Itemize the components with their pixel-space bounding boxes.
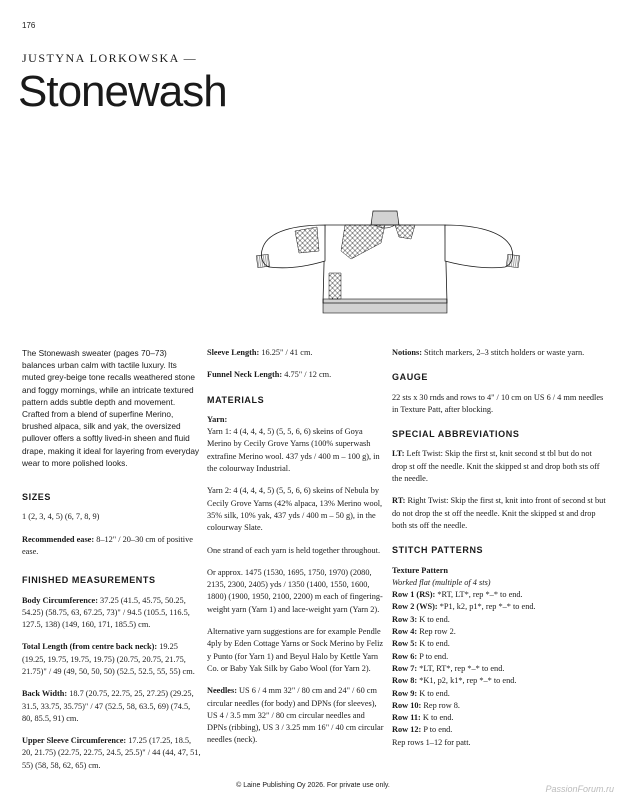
- sizes-heading: SIZES: [22, 492, 52, 503]
- approx-text: Or approx. 1475 (1530, 1695, 1750, 1970) (2080, 2135, 2300, 2405) yds / 1350 (1400, 1550, 1600, 1800) (1900, 1950, 2100, 2200) m each of fingering-weight yarn (Yarn 1) and lace-weight yarn (Yarn 2).: [207, 567, 383, 614]
- pattern-row: Row 11: K to end.: [392, 713, 454, 723]
- lt-paragraph: [392, 448, 606, 485]
- yarn-heading: Yarn:: [207, 414, 228, 424]
- pattern-row: Row 3: K to end.: [392, 614, 450, 624]
- row-list: [392, 589, 606, 749]
- sizes-text: 1 (2, 3, 4, 5) (6, 7, 8, 9): [22, 512, 100, 522]
- rt-label: RT:: [392, 496, 406, 506]
- column-3: [392, 347, 606, 749]
- materials-heading: MATERIALS: [207, 394, 265, 405]
- rt-text: Right Twist: Skip the first st, knit into front of second st but do not drop the st off the needle. Knit the skipped st and drop both sts off the needle.: [392, 496, 606, 530]
- ease-text: 8–12" / 20–30 cm of positive ease.: [22, 534, 193, 556]
- notions-label: Notions:: [392, 348, 422, 357]
- repeat-note: Rep rows 1–12 for patt.: [392, 737, 471, 747]
- pattern-row: Row 8: *K1, p2, k1*, rep *–* to end.: [392, 676, 517, 686]
- sleeve-text: 16.25" / 41 cm.: [261, 348, 313, 357]
- pattern-row: Row 2 (WS): *P1, k2, p1*, rep *–* to end.: [392, 602, 536, 612]
- footer-copyright: © Laine Publishing Oy 2026. For private use only.: [236, 782, 390, 789]
- gauge-heading: GAUGE: [392, 372, 429, 383]
- measure-label: Total Length (from centre back neck):: [22, 642, 158, 652]
- back-width: [22, 688, 202, 725]
- ease-label: Recommended ease:: [22, 534, 95, 544]
- designer-name: JUSTYNA LORKOWSKA —: [22, 51, 198, 65]
- page-title: Stonewash: [18, 67, 227, 116]
- body-circumference: [22, 595, 202, 632]
- notions-text: Stitch markers, 2–3 stitch holders or waste yarn.: [424, 348, 585, 357]
- pattern-row: Row 9: K to end.: [392, 688, 450, 698]
- measure-text: 17.25 (17.25, 18.5, 20, 21.75) (22.75, 22.75, 24.5, 25.5)" / 44 (44, 47, 51, 55) (58, 58, 62, 65) cm.: [22, 736, 201, 770]
- column-1: [22, 347, 202, 782]
- measure-label: Back Width:: [22, 689, 68, 699]
- lt-text: Left Twist: Skip the first st, knit second st tbl but do not drop st off the needle. Knit the skipped st and drop both sts off the needle.: [392, 449, 600, 484]
- alt-yarn-text: Alternative yarn suggestions are for example Pendle 4ply by Eden Cottage Yarns or Sock Merino by Feliz y Punto (for Yarn 1) and Beyul Halo by Kettle Yarn Co. or Baby Yak Silk by Gabo Wool (for Yarn 2).: [207, 627, 384, 673]
- lt-label: LT:: [392, 449, 405, 459]
- neck-label: Funnel Neck Length:: [207, 370, 283, 380]
- yarn1-text: Yarn 1: 4 (4, 4, 4, 5) (5, 5, 6, 6) skeins of Goya Merino by Cecily Grove Yarns (100% superwash extrafine Merino wool. 437 yds / 400 m – 100 g), in the colourway Industrial.: [207, 427, 380, 474]
- pattern-row: Row 5: K to end.: [392, 639, 450, 649]
- measure-label: Upper Sleeve Circumference:: [22, 736, 127, 746]
- needles-text: US 6 / 4 mm 32" / 80 cm and 24" / 60 cm circular needles (for body) and DPNs (for sleeves), US 4 / 3.5 mm 32" / 80 cm circular needles and DPNs (ribbing), US 3 / 3.25 mm 16" / 40 cm circular needles (neck).: [207, 686, 384, 745]
- neck-length: [207, 369, 385, 381]
- page-number: 176: [22, 21, 36, 30]
- total-length: [22, 641, 202, 678]
- measure-text: 18.7 (20.75, 22.75, 25, 27.25) (29.25, 31.5, 33.75, 35.75)" / 47 (52.5, 58, 63.5, 69) (74.5, 80, 85.5, 91) cm.: [22, 689, 194, 723]
- stitch-patterns-heading: STITCH PATTERNS: [392, 545, 484, 556]
- neck-text: 4.75" / 12 cm.: [284, 370, 332, 380]
- needles-paragraph: [207, 685, 385, 746]
- sweater-illustration: [255, 203, 525, 320]
- yarn2-text: Yarn 2: 4 (4, 4, 4, 5) (5, 5, 6, 6) skeins of Nebula by Cecily Grove Yarns (42% alpaca, 13% Merino wool, 35% silk, 10% yak, 437 yds / 400 m – 50 g), in the colourway Slate.: [207, 486, 383, 533]
- rt-paragraph: [392, 495, 606, 532]
- gauge-text: 22 sts x 30 rnds and rows to 4" / 10 cm on US 6 / 4 mm needles in Texture Patt, after blocking.: [392, 392, 604, 414]
- pattern-row: Row 6: P to end.: [392, 651, 449, 661]
- sleeve-length: [207, 347, 385, 359]
- intro-text: The Stonewash sweater (pages 70–73) balances urban calm with tactile luxury. Its muted grey-beige tone recalls weathered stone and foggy mornings, while an intricate textured pattern adds subtle depth and movement. Crafted from a blend of superfine Merino, brushed alpaca, silk and yak, the oversized pullover offers a softly lived-in sheen and fluid drape, making it ideal for layering from everyday wear to more polished looks.: [22, 348, 200, 468]
- finished-heading: FINISHED MEASUREMENTS: [22, 575, 156, 586]
- pattern-row: Row 10: Rep row 8.: [392, 700, 460, 710]
- measure-label: Body Circumference:: [22, 595, 98, 605]
- texture-title: Texture Pattern: [392, 565, 448, 575]
- column-2: [207, 347, 385, 757]
- pattern-row: Row 7: *LT, RT*, rep *–* to end.: [392, 663, 505, 673]
- abbreviations-heading: SPECIAL ABBREVIATIONS: [392, 429, 520, 440]
- measure-text: 19.25 (19.25, 19.75, 19.75, 19.75) (20.75, 20.75, 21.75, 21.75)" / 49 (49, 50, 50, 50) (52.5, 52.5, 55, 55) cm.: [22, 642, 195, 676]
- pattern-row: Row 12: P to end.: [392, 725, 453, 735]
- notions-paragraph: [392, 347, 606, 359]
- ease-paragraph: [22, 534, 202, 559]
- upper-sleeve: [22, 735, 202, 772]
- strand-text: One strand of each yarn is held together throughout.: [207, 545, 381, 555]
- pattern-row: Row 1 (RS): *RT, LT*, rep *–* to end.: [392, 590, 523, 600]
- needles-label: Needles:: [207, 686, 237, 696]
- pattern-row: Row 4: Rep row 2.: [392, 627, 456, 637]
- sleeve-label: Sleeve Length:: [207, 348, 260, 357]
- measure-text: 37.25 (41.5, 45.75, 50.25, 54.25) (58.75, 63, 67.25, 73)" / 94.5 (105.5, 116.5, 127.5, 138) (149, 160, 171, 185.5) cm.: [22, 595, 190, 630]
- texture-subtitle: Worked flat (multiple of 4 sts): [392, 577, 491, 587]
- watermark: PassionForum.ru: [545, 784, 614, 794]
